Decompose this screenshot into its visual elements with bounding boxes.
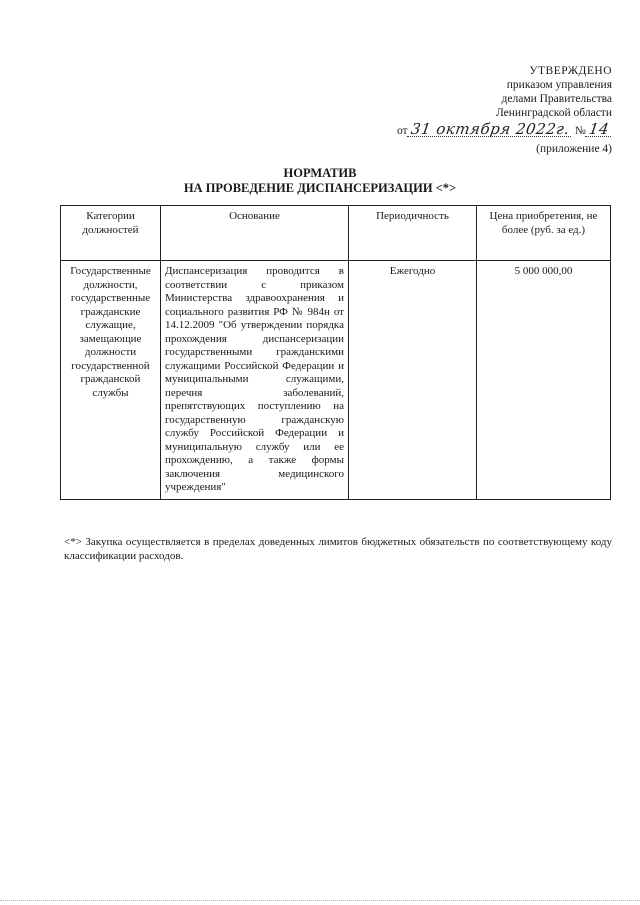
approval-line-3: Ленинградской области: [495, 107, 612, 119]
norm-table: [60, 205, 611, 500]
cell-periodicity: Ежегодно: [349, 261, 477, 500]
number-label: №: [574, 125, 586, 137]
header-basis: Основание: [161, 206, 349, 261]
title-line-1: НОРМАТИВ: [283, 166, 357, 180]
table-header-row: [61, 206, 611, 261]
handwritten-number: 14: [585, 122, 613, 137]
header-periodicity: Периодичность: [349, 206, 477, 261]
cell-price: 5 000 000,00: [477, 261, 611, 500]
footnote: <*> Закупка осуществляется в пределах доведенных лимитов бюджетных обязательств по соответствующему коду классификации расходов.: [64, 536, 612, 562]
approval-line-1: приказом управления: [506, 79, 612, 91]
title-line-2: НА ПРОВЕДЕНИЕ ДИСПАНСЕРИЗАЦИИ <*>: [183, 181, 457, 195]
from-label: от: [396, 125, 408, 137]
order-date-number-line: [392, 122, 612, 140]
approved-stamp-text: УТВЕРЖДЕНО: [529, 65, 612, 77]
handwritten-date: 31 октября 2022г.: [407, 122, 574, 137]
scan-bottom-edge: [0, 900, 640, 901]
header-category: Категории должностей: [61, 206, 161, 261]
cell-category: Государственные должности, государственные гражданские служащие, замещающие должности государственной гражданской службы: [61, 261, 161, 500]
header-price: Цена приобретения, не более (руб. за ед.): [477, 206, 611, 261]
approval-line-2: делами Правительства: [501, 93, 612, 105]
approval-block: [392, 64, 612, 156]
document-title: [0, 166, 640, 196]
table-row: [61, 261, 611, 500]
cell-basis: Диспансеризация проводится в соответствии с приказом Министерства здравоохранения и социального развития РФ № 984н от 14.12.2009 "Об утверждении порядка прохождения диспансеризации государственными гражданскими служащими Российской Федерации и муниципальными служащими, перечня заболеваний, препятствующих поступлению на государственную гражданскую службу Российской Федерации и муниципальную службу или ее прохождению, а также формы заключения медицинского учреждения": [161, 261, 349, 500]
appendix-label: (приложение 4): [536, 143, 612, 155]
